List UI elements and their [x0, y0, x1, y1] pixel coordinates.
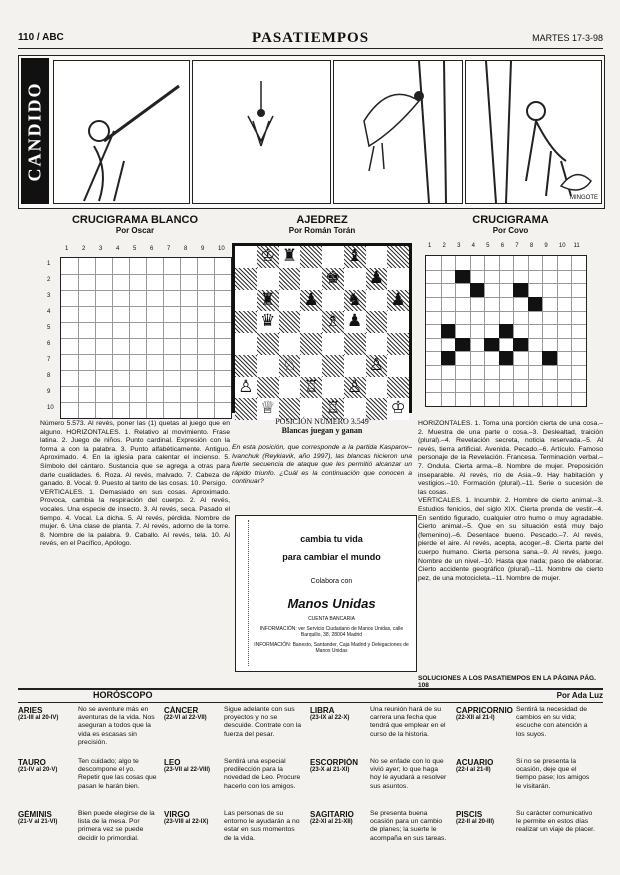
horoscope-sign — [456, 758, 598, 808]
ajedrez-info — [232, 417, 412, 435]
grid-col-number: 10 — [558, 243, 566, 249]
hunter-picking-up-drawing — [466, 61, 601, 203]
grid-col-number: 6 — [150, 246, 154, 252]
sign-dates: (22-II al 20-III) — [456, 819, 495, 825]
chess-square[interactable] — [279, 333, 301, 355]
chess-piece[interactable]: ♔ — [260, 246, 276, 266]
sign-text: Sigue adelante con sus proyectos y no se descuide. Contrate con la fuerza del pesar. — [224, 706, 302, 738]
sign-dates: (22-XI al 21-XII) — [310, 819, 353, 825]
ad-brand-logo: Manos Unidas — [287, 596, 376, 611]
chess-square[interactable] — [387, 355, 409, 377]
grid-line — [426, 311, 586, 312]
chess-square[interactable] — [257, 268, 279, 290]
ajedrez-text: En esta posición, que corresponde a la partida Kasparov–Ivanchuk (Reykiavik, año 1997), las blancas hicieron una fuerte secuencia de ataque que les permitió alcanzar un rápido triunfo. ¿Cuál es la continuación que conocen a continuar? — [232, 444, 412, 486]
chess-square[interactable] — [322, 333, 344, 355]
ajedrez-heading — [232, 214, 412, 235]
crucigrama-author: Por Covo — [492, 226, 529, 235]
grid-col-number: 1 — [65, 246, 69, 252]
sign-name: CÁNCER — [164, 706, 199, 715]
grid-black-cell — [484, 338, 499, 352]
chess-square[interactable] — [235, 355, 257, 377]
crucigrama-blanco-grid[interactable] — [60, 257, 232, 419]
grid-line — [571, 256, 572, 406]
chess-piece[interactable]: ♜ — [281, 246, 297, 266]
chess-square[interactable] — [300, 246, 322, 268]
grid-line — [426, 338, 586, 339]
sign-name: TAURO — [18, 758, 46, 767]
grid-col-number: 4 — [116, 246, 120, 252]
sign-dates: (21-V al 21-VI) — [18, 819, 58, 825]
chess-square[interactable] — [366, 311, 388, 333]
grid-line — [470, 256, 471, 406]
chess-piece[interactable]: ♖ — [325, 398, 341, 419]
crucigrama-blanco-clues — [40, 420, 230, 685]
horoscope-sign — [456, 810, 598, 860]
crucigrama-blanco-verticales: VERTICALES. 1. Demasiado en sus cosas. Aproximado. Provoca, cambia la respiración del cuerpo. 2. Al revés, vocales. Una especie de insecto. 3. Al revés, seca. Pasado el tiempo. 4. Vocal. La dicha. 5. Al revés, pérdida. Nombre de mujer. 6. Una clase de planta. 7. Al revés, adorno de la torre. 8. Nombre de la palabra. 9. Caballo. Al revés, tela. 10. Al revés, en el Pacífico, Apólogo. — [40, 488, 230, 548]
grid-col-number: 10 — [218, 246, 225, 252]
chess-square[interactable] — [322, 377, 344, 399]
ad-small-3: INFORMACIÓN: Banesto, Santander, Caja Madrid y Delegaciones de Manos Unidas — [254, 642, 409, 654]
crucigrama-col-numbers — [425, 243, 585, 252]
chess-square[interactable] — [279, 311, 301, 333]
chess-square[interactable] — [387, 246, 409, 268]
page-number: 110 / ABC — [18, 32, 64, 43]
sign-name: PISCIS — [456, 810, 483, 819]
chess-square[interactable] — [300, 355, 322, 377]
sign-dates: (23-VII al 22-VIII) — [164, 767, 211, 773]
comic-panel-4 — [465, 60, 602, 204]
ad-line-2: para cambiar el mundo — [282, 552, 381, 562]
grid-col-number: 9 — [201, 246, 205, 252]
page-header — [18, 30, 603, 49]
grid-black-cell — [542, 351, 557, 365]
horoscope-sign — [310, 706, 452, 756]
chess-piece[interactable]: ♚ — [325, 267, 341, 288]
crucigrama-horizontales: HORIZONTALES. 1. Toma una porción cierta de una cosa.–2. Muestra de una parte o cosa.–3. Deslealtad, traición (plural).–4. Revelación secreta, noticia reservada.–5. Al revés, tierra artificial. Avenida. Pecado.–6. Artículo. Famoso personaje de la Revelación. Francesa. Terminación verbal.–7. Ondula. Cierta arma.–8. Nombre de mujer. Preposición inseparable. Al revés, río de Asia.–9. Hay habitación y vestigios.–10. Formación (plural).–11. Serie o sucesión de las cosas. — [418, 420, 603, 496]
sign-label — [164, 810, 222, 825]
grid-col-number: 2 — [442, 243, 446, 249]
grid-row-number: 7 — [47, 357, 51, 363]
chess-square[interactable] — [366, 377, 388, 399]
horoscopo-title: HORÓSCOPO — [93, 690, 153, 700]
solutions-note: SOLUCIONES A LOS PASATIEMPOS EN LA PÁGINA PÁG. 108 — [418, 675, 596, 689]
grid-line — [426, 365, 586, 366]
grid-line — [61, 354, 231, 355]
grid-black-cell — [528, 297, 543, 311]
chess-square[interactable] — [300, 311, 322, 333]
grid-line — [61, 338, 231, 339]
crucigrama-blanco-horizontales: HORIZONTALES. 1. Relativo al movimiento. Frase latina. 2. Juego de niños. Punto cardinal. Expresión con la forma a con la palabra. 3. Punto alfabéticamente. Antiguo. Aproximado. 4. En la iglesia para calentar el incienso. 5. Símbolo del cántaro. Sustancia que se agrega a otras para darle cualidades. 6. Roza. Al revés, malvado. 7. Cabeza de ganado. 8. Vocal. 9. Puesto al tanto de las cosas. 10. Persigo. — [40, 428, 230, 488]
grid-col-number: 4 — [471, 243, 475, 249]
chess-square[interactable] — [322, 290, 344, 312]
horoscope-sign — [18, 706, 160, 756]
sign-dates: (22-I al 21-II) — [456, 767, 491, 773]
crucigrama-blanco-intro: Número 5.573. Al revés, poner las (1) quetas al juego que en alguno. — [40, 420, 230, 436]
sign-name: LEO — [164, 758, 181, 767]
chess-piece[interactable]: ♙ — [368, 354, 384, 375]
manos-unidas-ad[interactable] — [235, 515, 417, 672]
horoscope-sign — [310, 758, 452, 808]
grid-black-cell — [513, 338, 528, 352]
grid-black-cell — [470, 283, 485, 297]
grid-row-number: 8 — [47, 373, 51, 379]
comic-title: CANDIDO — [21, 58, 49, 204]
sign-text: Sentirá la necesidad de cambios en su vida; escuche con atención a los suyos. — [516, 706, 588, 738]
grid-black-cell — [499, 351, 514, 365]
crucigrama-blanco-col-numbers — [60, 246, 230, 255]
ad-small-1: CUENTA BANCARIA — [308, 616, 355, 622]
grid-row-number: 3 — [47, 293, 51, 299]
hunter-drawing — [54, 61, 189, 203]
sign-name: ESCORPIÓN — [310, 758, 359, 767]
chess-square[interactable] — [300, 268, 322, 290]
sign-label — [456, 706, 514, 721]
sign-dates: (21-IV al 20-V) — [18, 767, 58, 773]
grid-line — [197, 258, 198, 418]
chess-square[interactable] — [235, 333, 257, 355]
grid-line — [426, 379, 586, 380]
grid-col-number: 7 — [167, 246, 171, 252]
issue-date: MARTES 17-3-98 — [532, 33, 603, 43]
ad-small-2: INFORMACIÓN: ver Servicio Ciudadano de Manos Unidas, calle Barquillo, 38, 28004 Madrid — [259, 626, 404, 638]
chess-piece[interactable]: ♟ — [347, 311, 363, 332]
ad-collab: Colabora con — [310, 578, 353, 585]
sign-name: SAGITARIO — [310, 810, 354, 819]
sign-dates: (21-III al 20-IV) — [18, 715, 59, 721]
ad-coupon-edge — [238, 520, 249, 666]
grid-col-number: 7 — [515, 243, 519, 249]
sign-name: CAPRICORNIO — [456, 706, 513, 715]
comic-panel-2 — [192, 60, 331, 204]
grid-col-number: 5 — [486, 243, 490, 249]
ajedrez-author: Por Román Torán — [288, 226, 356, 235]
chess-piece[interactable]: ♜ — [260, 289, 276, 310]
sign-name: VIRGO — [164, 810, 190, 819]
chess-piece[interactable]: ♕ — [260, 398, 276, 419]
grid-line — [484, 256, 485, 406]
horoscope-sign — [456, 706, 598, 756]
crucigrama-title: CRUCIGRAMA — [472, 214, 549, 226]
chess-square[interactable] — [235, 290, 257, 312]
grid-col-number: 11 — [573, 243, 580, 249]
horoscope-sign — [164, 810, 306, 860]
crucigrama-blanco-heading — [40, 214, 230, 235]
chess-square[interactable] — [344, 355, 366, 377]
grid-col-number: 1 — [428, 243, 432, 249]
sign-label — [310, 758, 368, 773]
horoscopo-grid — [18, 706, 603, 866]
chess-piece[interactable]: ♔ — [390, 398, 406, 419]
section-title: PASATIEMPOS — [251, 30, 370, 46]
sign-dates: (22-VI al 22-VII) — [164, 715, 207, 721]
sign-label — [164, 758, 222, 773]
ajedrez-task: Blancas juegan y ganan — [281, 426, 363, 435]
chess-square[interactable] — [300, 333, 322, 355]
chess-piece[interactable]: ♝ — [347, 246, 363, 266]
horoscopo-author: Por Ada Luz — [556, 691, 603, 700]
chess-piece[interactable]: ♟ — [368, 267, 384, 288]
grid-line — [163, 258, 164, 418]
sign-label — [310, 706, 368, 721]
chess-square[interactable] — [235, 246, 257, 268]
chess-square[interactable] — [279, 377, 301, 399]
crucigrama-heading — [418, 214, 603, 235]
sign-dates: (23-IX al 22-X) — [310, 715, 350, 721]
comic-panel-3 — [333, 60, 463, 204]
chess-piece[interactable]: ♗ — [325, 311, 341, 332]
grid-line — [214, 258, 215, 418]
chess-piece[interactable]: ♟ — [303, 289, 319, 310]
crucigrama-grid[interactable] — [425, 255, 587, 407]
sign-text: No se aventure más en aventuras de la vida. Nos aseguran a todos que la vida es escasas sin precisión. — [78, 706, 155, 746]
chess-square[interactable] — [279, 268, 301, 290]
grid-line — [528, 256, 529, 406]
crucigrama-verticales: VERTICALES. 1. Incumbir. 2. Hombre de cierto animal.–3. Estudios fenicios, del siglo XIX. Cierta prenda de vestir.–4. En sentido figurado, cualquier otro humo o muy agradable. Cierto animal.–5. Que en su situación está muy bajo (femenino).–6. Desenlace bueno. Pescado.–7. Al revés, pierde el aire. Al revés, acepta, acoger.–8. Cierta parte del cuerpo humano. Cierta persona sana.–9. Al revés, juego. Nombre de un nivel.–10. Hasta que nada; paso de elaborar. Cierto accidente geográfico (plural).–11. Nombre de cierto pez, de una motocicleta.–11. Nombre de mujer. — [418, 497, 603, 582]
horoscope-sign — [18, 810, 160, 860]
grid-black-cell — [455, 338, 470, 352]
chess-square[interactable] — [387, 377, 409, 399]
chess-square[interactable] — [366, 333, 388, 355]
grid-line — [426, 270, 586, 271]
chess-square[interactable] — [257, 333, 279, 355]
chess-board[interactable] — [232, 243, 412, 419]
grid-black-cell — [455, 270, 470, 284]
crucigrama-blanco-row-numbers — [47, 257, 59, 417]
grid-line — [61, 386, 231, 387]
grid-row-number: 5 — [47, 325, 51, 331]
chess-square[interactable] — [387, 268, 409, 290]
sign-label — [18, 758, 76, 773]
sign-name: ACUARIO — [456, 758, 494, 767]
chess-square[interactable] — [279, 290, 301, 312]
sign-name: LIBRA — [310, 706, 335, 715]
chess-square[interactable] — [366, 290, 388, 312]
grid-line — [513, 256, 514, 406]
sign-text: Una reunión hará de su carrera una fecha que tendrá que emplear en el curso de la historia. — [370, 706, 446, 738]
crucigrama-blanco-author: Por Oscar — [115, 226, 155, 235]
chess-piece[interactable]: ♙ — [238, 376, 254, 397]
chess-piece[interactable]: ♞ — [347, 289, 363, 310]
chess-square[interactable] — [235, 268, 257, 290]
horoscope-sign — [164, 758, 306, 808]
grid-black-cell — [499, 324, 514, 338]
grid-col-number: 8 — [529, 243, 534, 249]
sign-label — [310, 810, 368, 825]
ajedrez-position: POSICIÓN NÚMERO 3.549 — [275, 417, 369, 426]
comic-signature: MINGOTE — [570, 195, 598, 201]
grid-row-number: 10 — [47, 405, 54, 411]
chess-square[interactable] — [366, 246, 388, 268]
grid-line — [557, 256, 558, 406]
chess-square[interactable] — [387, 333, 409, 355]
sign-dates: (22-XII al 21-I) — [456, 715, 495, 721]
horoscope-sign — [18, 758, 160, 808]
grid-black-cell — [441, 351, 456, 365]
sign-text: Si no se presenta la ocasión, deje que el tiempo pase; los amigos le visitarán. — [516, 758, 590, 790]
bird-tree-drawing — [334, 61, 462, 203]
grid-line — [426, 392, 586, 393]
chess-piece[interactable]: ♛ — [260, 311, 276, 332]
sign-name: ARIES — [18, 706, 43, 715]
sign-label — [18, 810, 76, 825]
grid-row-number: 4 — [47, 309, 51, 315]
sign-label — [456, 758, 514, 773]
grid-col-number: 8 — [184, 246, 188, 252]
sign-text: No se enfade con lo que vivió ayer; lo que haga hoy le ayudará a resolver sus asuntos. — [370, 758, 447, 790]
chess-square[interactable] — [257, 355, 279, 377]
grid-line — [542, 256, 543, 406]
sign-text: Las personas de su entorno le ayudarán a no estar en sus momentos de la vida. — [224, 810, 300, 842]
comic-panel-1 — [53, 60, 190, 204]
sign-text: Bien puede elegirse de la lista de la mesa. Por primera vez se puede decidir lo primordial. — [78, 810, 155, 842]
grid-col-number: 6 — [500, 243, 505, 249]
chess-piece[interactable]: ♖ — [303, 376, 319, 397]
grid-line — [61, 402, 231, 403]
chess-square[interactable] — [235, 311, 257, 333]
chess-piece[interactable]: ♙ — [347, 376, 363, 397]
chess-square[interactable] — [257, 377, 279, 399]
horoscopo-header — [18, 688, 603, 703]
crucigrama-clues — [418, 420, 603, 675]
bird-falling-drawing — [193, 61, 330, 203]
sign-label — [18, 706, 76, 721]
ad-line-1: cambia tu vida — [300, 534, 363, 544]
ajedrez-title: AJEDREZ — [296, 214, 348, 226]
comic-strip — [18, 55, 605, 209]
sign-name: GÉMINIS — [18, 810, 52, 819]
chess-square[interactable] — [322, 355, 344, 377]
grid-row-number: 2 — [47, 277, 51, 283]
sign-label — [164, 706, 222, 721]
crucigrama-blanco-title: CRUCIGRAMA BLANCO — [71, 214, 199, 226]
grid-row-number: 6 — [47, 341, 51, 347]
grid-col-number: 2 — [82, 246, 86, 252]
grid-col-number: 9 — [544, 243, 548, 249]
chess-square[interactable] — [387, 311, 409, 333]
chess-piece[interactable]: ♟ — [390, 289, 406, 310]
sign-label — [456, 810, 514, 825]
sign-text: Ten cuidado; algo te descompone el yo. Repetir que las cosas que pasan le harán bien. — [78, 758, 157, 790]
grid-row-number: 9 — [47, 389, 51, 395]
chess-square[interactable] — [344, 333, 366, 355]
horoscope-sign — [310, 810, 452, 860]
sign-dates: (23-VIII al 22-IX) — [164, 819, 209, 825]
grid-line — [61, 370, 231, 371]
horoscope-sign — [164, 706, 306, 756]
sign-text: Sentirá una especial predilección para la novedad de Leo. Procure hacerlo con los amigos. — [224, 758, 301, 790]
grid-line — [426, 283, 586, 284]
sign-text: Se presenta buena ocasión para un cambio de planes; la suerte le acompaña en sus tareas. — [370, 810, 447, 842]
chess-square[interactable] — [344, 268, 366, 290]
grid-col-number: 3 — [457, 243, 461, 249]
grid-col-number: 5 — [133, 246, 137, 252]
sign-text: Su carácter comunicativo le permite en estos días realizar un viaje de placer. — [516, 810, 595, 834]
grid-line — [426, 297, 586, 298]
grid-black-cell — [441, 324, 456, 338]
chess-piece[interactable]: ♘ — [281, 354, 297, 375]
grid-black-cell — [513, 283, 528, 297]
grid-line — [180, 258, 181, 418]
chess-square[interactable] — [322, 246, 344, 268]
grid-col-number: 3 — [99, 246, 103, 252]
grid-row-number: 1 — [47, 261, 51, 267]
sign-dates: (23-X al 21-XI) — [310, 767, 350, 773]
